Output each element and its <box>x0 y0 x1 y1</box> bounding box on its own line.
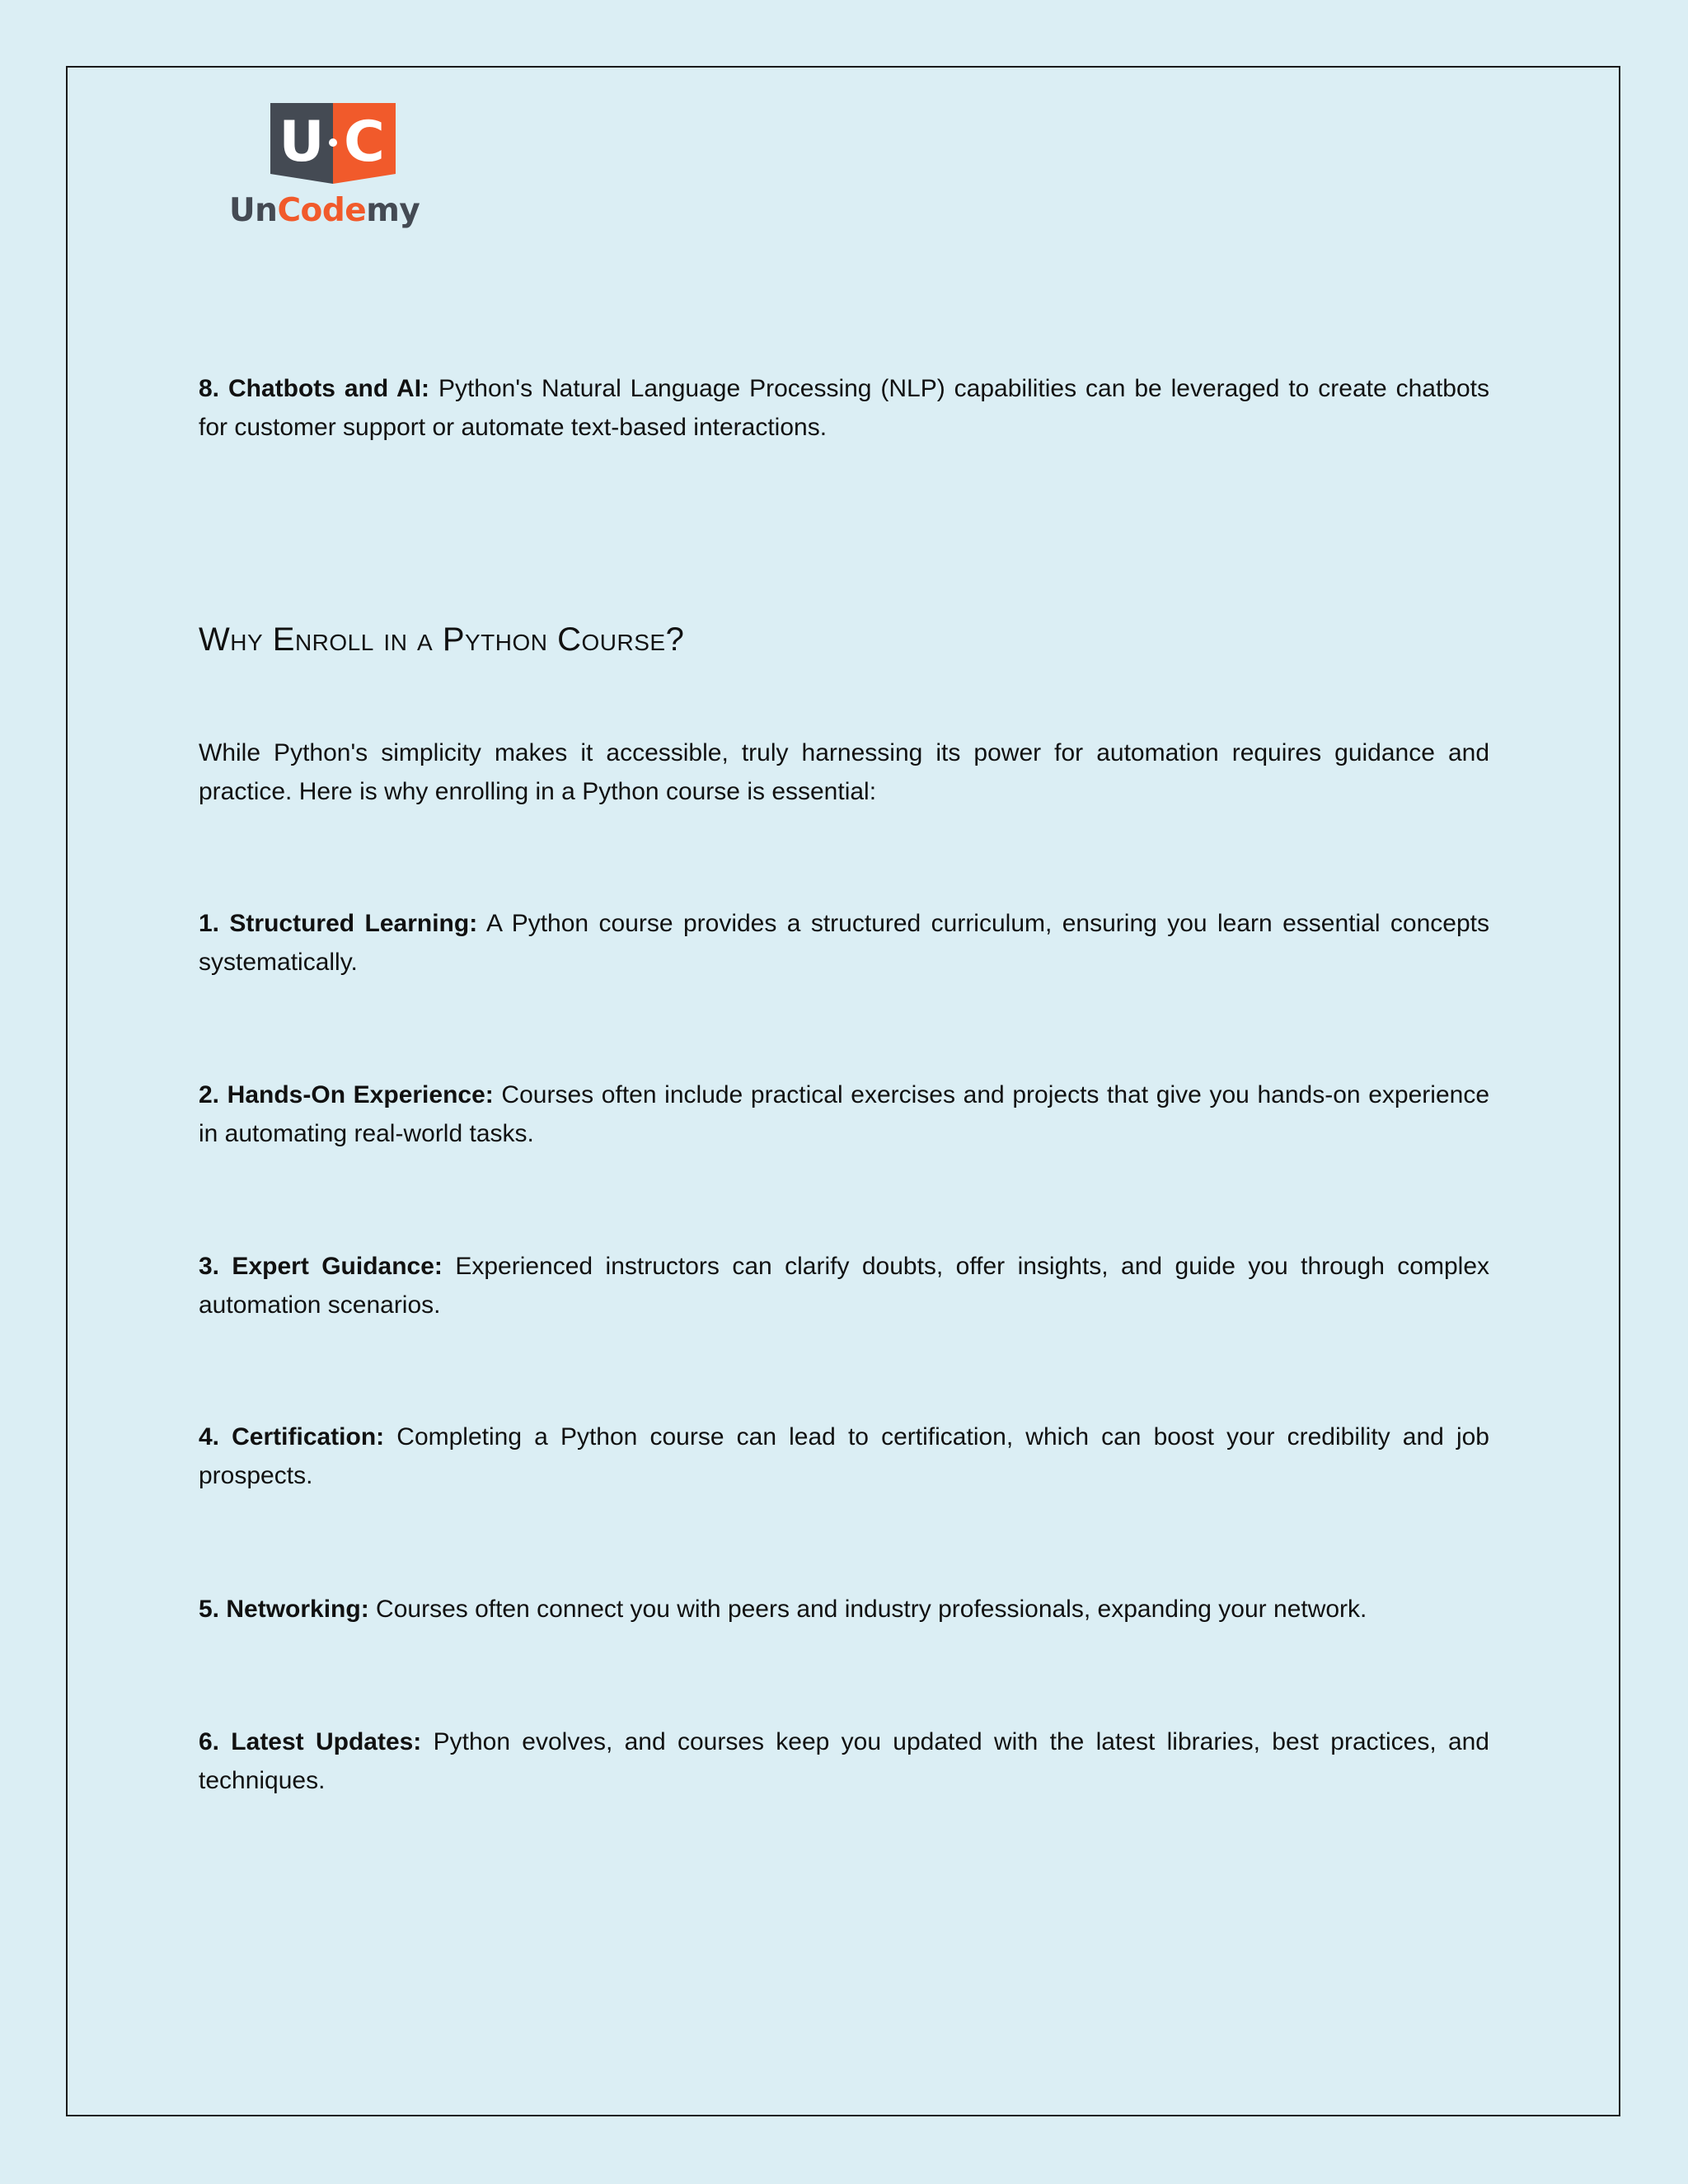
chatbots-item-text: Python's Natural Language Processing (NLP) capabilities can be leveraged to create chatbots for customer support or automate text-based interactions. <box>199 375 1489 441</box>
reason-item-networking <box>199 1590 1489 1629</box>
reason-label: 4. Certification: <box>199 1423 385 1451</box>
reason-text: A Python course provides a structured curriculum, ensuring you learn essential concepts systematically. <box>199 910 1489 976</box>
reason-label: 1. Structured Learning: <box>199 910 478 937</box>
reason-label: 2. Hands-On Experience: <box>199 1081 494 1108</box>
logo-word-un: Un <box>229 192 278 229</box>
reason-label: 3. Expert Guidance: <box>199 1253 443 1280</box>
logo-word-code: Code <box>277 192 367 229</box>
section-heading: Why Enroll in a Python Course? <box>199 621 685 658</box>
reason-item-structured-learning <box>199 904 1489 982</box>
reason-text: Experienced instructors can clarify doubts, offer insights, and guide you through complex automation scenarios. <box>199 1253 1490 1319</box>
reason-item-expert-guidance <box>199 1247 1489 1324</box>
uc-logo-mark <box>270 101 396 185</box>
logo-word-my: my <box>366 192 420 229</box>
logo-mark-right-letter: C <box>344 110 385 175</box>
reason-item-hands-on-experience <box>199 1076 1489 1153</box>
section-intro: While Python's simplicity makes it accessible, truly harnessing its power for automation requires guidance and practice. Here is why enrolling in a Python course is essential: <box>199 739 1489 805</box>
chatbots-item-label: 8. Chatbots and AI: <box>199 375 430 402</box>
reason-item-certification <box>199 1418 1489 1495</box>
logo-wordmark <box>229 188 437 234</box>
uncodemy-logo <box>229 99 437 237</box>
logo-mark-left-letter: U <box>279 110 325 175</box>
reason-text: Courses often include practical exercises and projects that give you hands-on experience in automating real-world tasks. <box>199 1081 1490 1147</box>
reason-item-latest-updates <box>199 1722 1489 1800</box>
chatbots-item <box>199 369 1489 447</box>
reason-label: 5. Networking: <box>199 1596 369 1623</box>
reason-text: Courses often connect you with peers and industry professionals, expanding your network. <box>368 1596 1367 1623</box>
reason-text: Python evolves, and courses keep you updated with the latest libraries, best practices, and techniques. <box>199 1728 1489 1794</box>
reason-label: 6. Latest Updates: <box>199 1728 422 1755</box>
reason-text: Completing a Python course can lead to certification, which can boost your credibility and job prospects. <box>199 1423 1489 1489</box>
